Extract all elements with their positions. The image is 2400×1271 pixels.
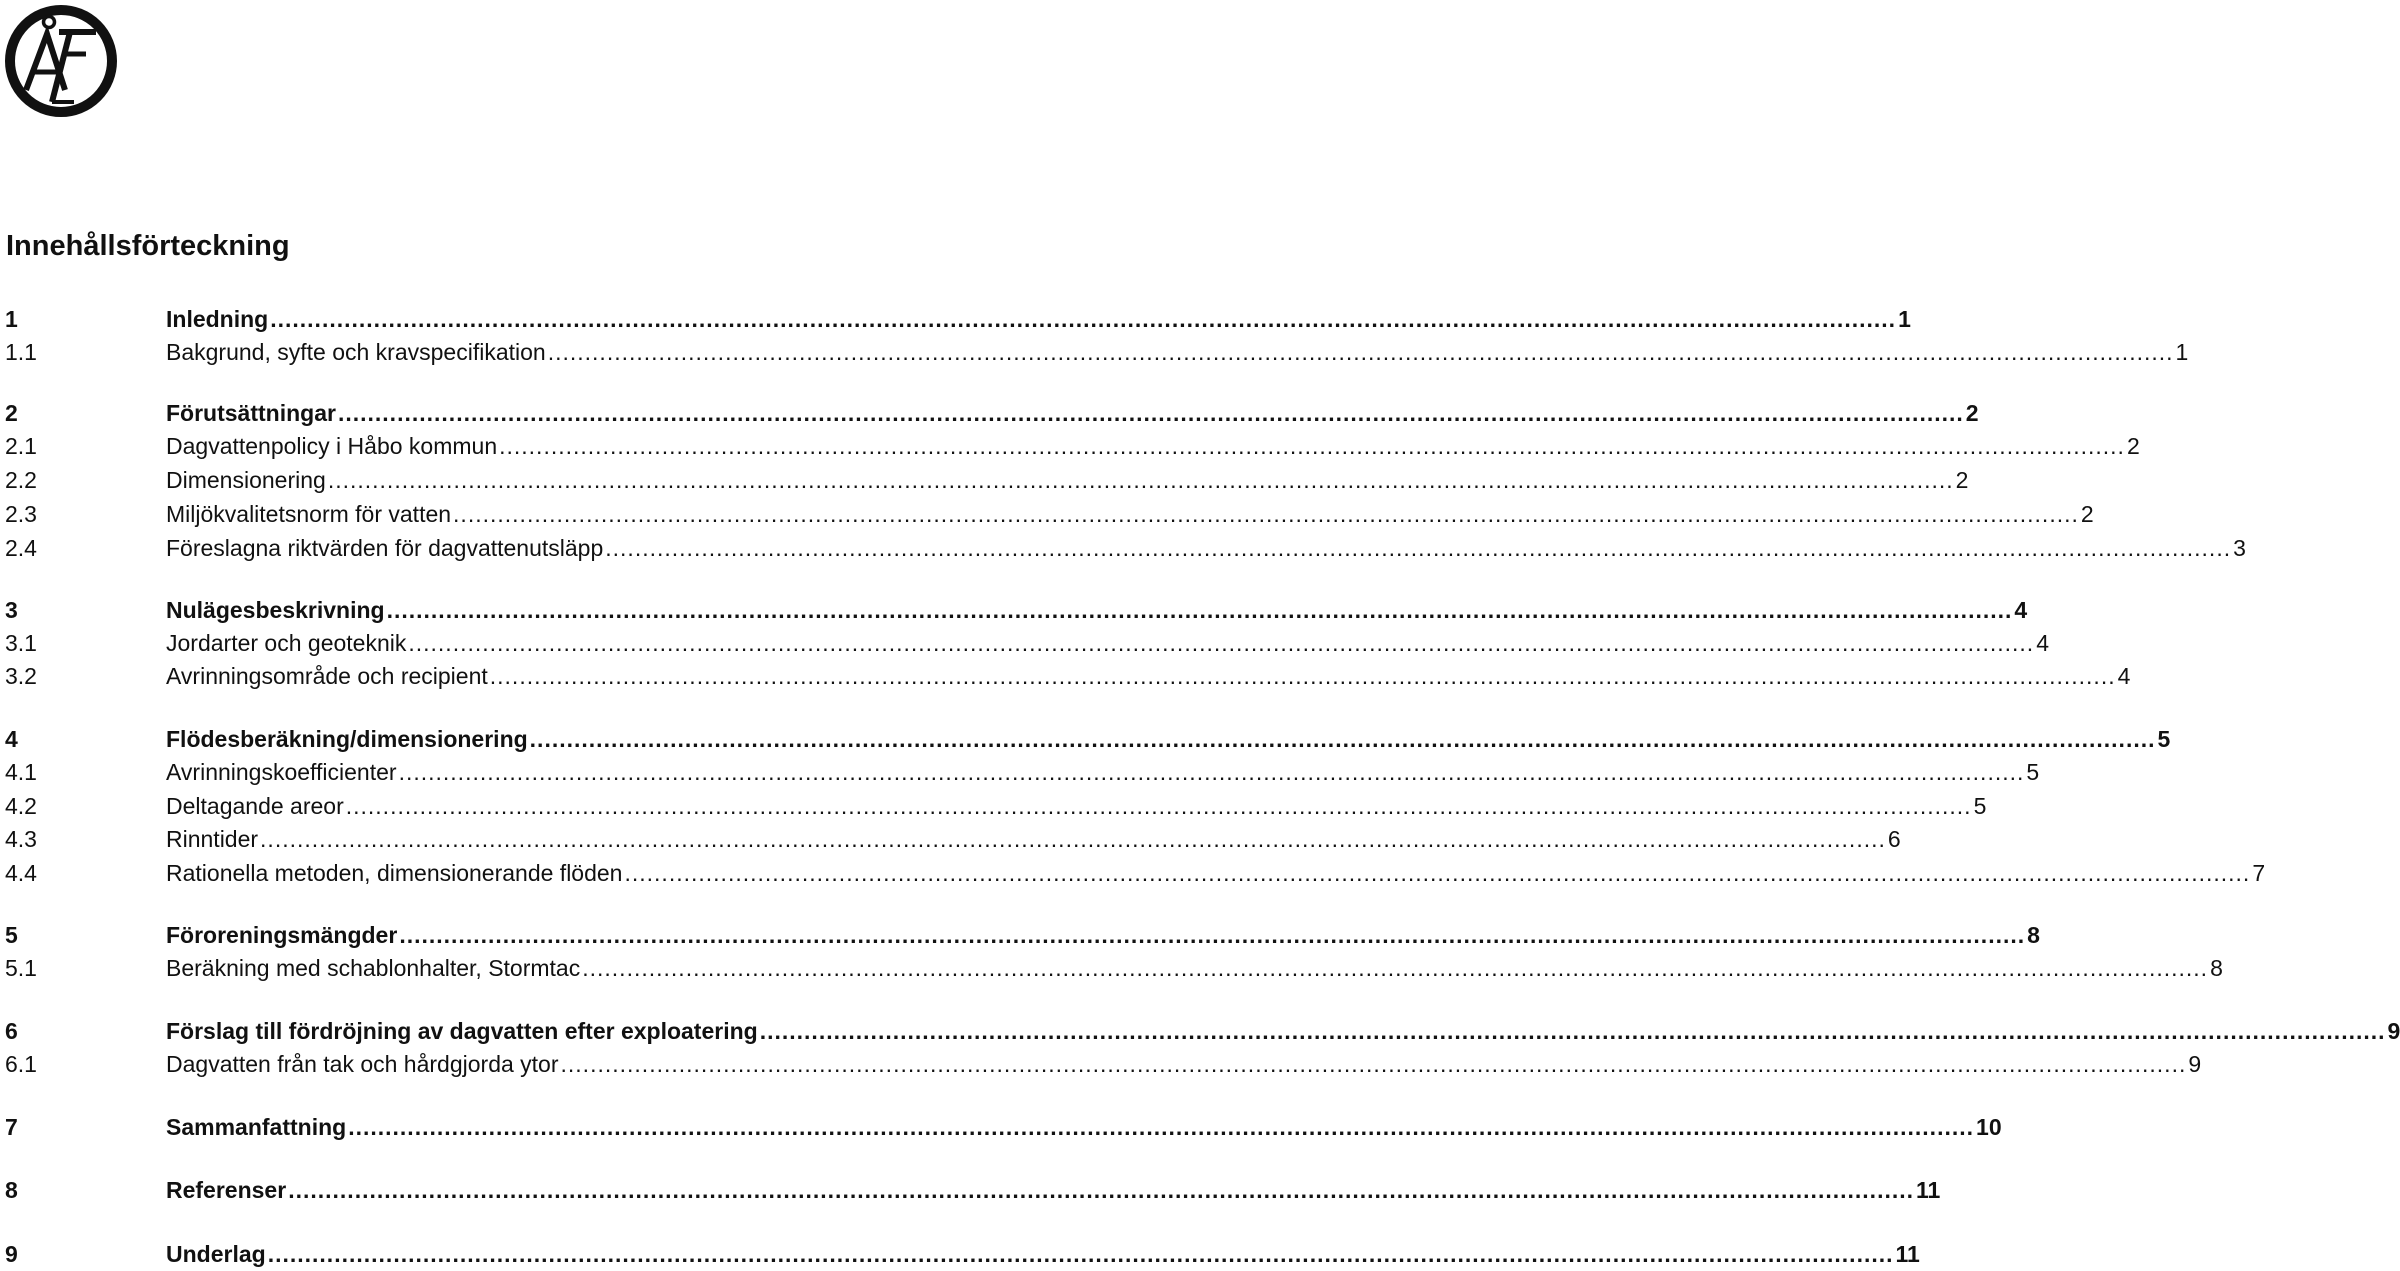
toc-entry-title: Förslag till fördröjning av dagvatten efter exploatering [166,1018,758,1044]
toc-dot-leader: ............................................................................................................................................................................................................................ [408,630,2035,656]
toc-entry-line [166,856,2266,890]
toc-heading-entry[interactable] [0,1237,1920,1271]
toc-heading-entry[interactable] [0,722,2171,756]
toc-entry-page-number: 8 [2027,922,2040,948]
toc-dot-leader: ............................................................................................................................................................................................................................ [345,793,1972,819]
toc-dot-leader: ............................................................................................................................................................................................................................ [489,663,2116,689]
toc-entry-number: 2.1 [5,433,37,459]
toc-entry-line [166,755,2040,789]
toc-entry-number: 1.1 [5,339,37,365]
toc-entry-page-number: 3 [2233,535,2246,561]
toc-subentry[interactable] [0,1047,2202,1081]
toc-entry-title: Föroreningsmängder [166,922,398,948]
toc-heading-entry[interactable] [0,918,2040,952]
toc-entry-page-number: 11 [1895,1241,1920,1267]
toc-entry-page-number: 5 [2026,759,2040,785]
toc-entry-title: Förutsättningar [166,400,336,426]
toc-entry-page-number: 2 [1965,400,1979,426]
toc-dot-leader: ............................................................................................................................................................................................................................ [499,433,2125,459]
toc-dot-leader: ............................................................................................................................................................................................................................ [260,826,1886,852]
toc-entry-line [166,1014,2400,1048]
toc-entry-line [166,1237,1920,1271]
toc-subentry[interactable] [0,755,2040,789]
toc-entry-title: Deltagande areor [166,793,344,819]
toc-entry-title: Dimensionering [166,467,326,493]
toc-entry-title: Jordarter och geoteknik [166,630,407,656]
toc-subentry[interactable] [0,951,2223,985]
toc-entry-line [166,429,2140,463]
toc-entry-line [166,396,1979,430]
toc-entry-line [166,722,2171,756]
toc-dot-leader: ............................................................................................................................................................................................................................ [270,306,1897,332]
toc-entry-title: Sammanfattning [166,1114,347,1140]
toc-subentry[interactable] [0,659,2131,693]
toc-entry-page-number: 4 [2036,630,2049,656]
toc-dot-leader: ............................................................................................................................................................................................................................ [582,955,2209,981]
toc-entry-title: Föreslagna riktvärden för dagvattenutsläpp [166,535,604,561]
toc-entry-title: Avrinningskoefficienter [166,759,397,785]
toc-entry-line [166,463,1969,497]
toc-entry-number: 8 [5,1177,18,1203]
toc-entry-line [166,822,1901,856]
toc-entry-page-number: 9 [2188,1051,2202,1077]
toc-entry-number: 4.4 [5,860,37,886]
toc-entry-line [166,951,2223,985]
toc-entry-number: 3.2 [5,663,37,689]
toc-entry-title: Referenser [166,1177,287,1203]
toc-dot-leader: ............................................................................................................................................................................................................................ [327,467,1954,493]
toc-entry-number: 6 [5,1018,18,1044]
toc-entry-line [166,659,2131,693]
toc-entry-line [166,918,2040,952]
toc-entry-page-number: 2 [2126,433,2140,459]
toc-entry-title: Bakgrund, syfte och kravspecifikation [166,339,546,365]
toc-entry-page-number: 4 [2014,597,2028,623]
toc-dot-leader: ............................................................................................................................................................................................................................ [560,1051,2187,1077]
toc-entry-title: Nulägesbeskrivning [166,597,385,623]
toc-heading-entry[interactable] [0,1014,2400,1048]
toc-dot-leader: ............................................................................................................................................................................................................................ [624,860,2251,886]
toc-entry-line [166,1173,1941,1207]
toc-dot-leader: ............................................................................................................................................................................................................................ [267,1241,1894,1267]
toc-entry-number: 2.3 [5,501,37,527]
toc-dot-leader: ............................................................................................................................................................................................................................ [386,597,2013,623]
toc-entry-page-number: 9 [2387,1018,2400,1044]
toc-subentry[interactable] [0,789,1987,823]
toc-subentry[interactable] [0,335,2189,369]
toc-subentry[interactable] [0,463,1969,497]
toc-entry-page-number: 8 [2210,955,2223,981]
toc-entry-page-number: 5 [1973,793,1987,819]
toc-entry-number: 6.1 [5,1051,37,1077]
toc-entry-title: Rationella metoden, dimensionerande flöden [166,860,623,886]
toc-entry-page-number: 1 [1898,306,1911,332]
toc-entry-number: 2.4 [5,535,37,561]
toc-entry-line [166,531,2246,565]
toc-subentry[interactable] [0,497,2094,531]
toc-entry-title: Miljökvalitetsnorm för vatten [166,501,452,527]
toc-entry-page-number: 2 [1955,467,1969,493]
toc-entry-line [166,1110,2002,1144]
toc-entry-page-number: 2 [2080,501,2094,527]
toc-entry-page-number: 4 [2117,663,2131,689]
toc-entry-title: Flödesberäkning/dimensionering [166,726,528,752]
toc-subentry[interactable] [0,429,2140,463]
toc-subentry[interactable] [0,822,1901,856]
toc-dot-leader: ............................................................................................................................................................................................................................ [529,726,2156,752]
toc-entry-number: 5 [5,922,18,948]
toc-entry-title: Avrinningsområde och recipient [166,663,488,689]
toc-dot-leader: ............................................................................................................................................................................................................................ [337,400,1964,426]
toc-entry-title: Underlag [166,1241,266,1267]
toc-dot-leader: ............................................................................................................................................................................................................................ [759,1018,2386,1044]
toc-dot-leader: ............................................................................................................................................................................................................................ [547,339,2174,365]
toc-heading-entry[interactable] [0,1110,2002,1144]
toc-entry-number: 5.1 [5,955,37,981]
toc-entry-number: 2 [5,400,18,426]
toc-heading-entry[interactable] [0,302,1911,336]
toc-subentry[interactable] [0,626,2049,660]
toc-entry-title: Dagvattenpolicy i Håbo kommun [166,433,498,459]
toc-entry-line [166,302,1911,336]
toc-entry-line [166,593,2028,627]
toc-entry-line [166,1047,2202,1081]
toc-subentry[interactable] [0,531,2246,565]
toc-entry-number: 3 [5,597,18,623]
toc-title: Innehållsförteckning [6,230,290,262]
toc-heading-entry[interactable] [0,593,2028,627]
toc-dot-leader: ............................................................................................................................................................................................................................ [605,535,2232,561]
toc-entry-number: 3.1 [5,630,37,656]
toc-entry-page-number: 10 [1976,1114,2002,1140]
toc-entry-line [166,789,1987,823]
toc-entry-number: 9 [5,1241,18,1267]
toc-entry-page-number: 7 [2252,860,2266,886]
toc-entry-number: 4.1 [5,759,37,785]
toc-entry-page-number: 5 [2157,726,2171,752]
toc-entry-line [166,626,2049,660]
toc-entry-number: 4.2 [5,793,37,819]
toc-entry-page-number: 1 [2175,339,2189,365]
toc-entry-number: 7 [5,1114,18,1140]
toc-dot-leader: ............................................................................................................................................................................................................................ [399,922,2026,948]
toc-heading-entry[interactable] [0,396,1979,430]
toc-entry-line [166,335,2189,369]
toc-entry-number: 2.2 [5,467,37,493]
toc-entry-title: Rinntider [166,826,259,852]
toc-dot-leader: ............................................................................................................................................................................................................................ [398,759,2025,785]
toc-dot-leader: ............................................................................................................................................................................................................................ [453,501,2079,527]
toc-entry-line [166,497,2094,531]
toc-entry-number: 1 [5,306,18,332]
toc-entry-title: Inledning [166,306,269,332]
toc-subentry[interactable] [0,856,2266,890]
toc-entry-title: Beräkning med schablonhalter, Stormtac [166,955,581,981]
toc-heading-entry[interactable] [0,1173,1941,1207]
toc-dot-leader: ............................................................................................................................................................................................................................ [348,1114,1975,1140]
toc-entry-number: 4 [5,726,18,752]
toc-entry-page-number: 6 [1887,826,1901,852]
toc-dot-leader: ............................................................................................................................................................................................................................ [288,1177,1915,1203]
toc-entry-page-number: 11 [1916,1177,1941,1203]
toc-entry-title: Dagvatten från tak och hårdgjorda ytor [166,1051,559,1077]
toc-entry-number: 4.3 [5,826,37,852]
